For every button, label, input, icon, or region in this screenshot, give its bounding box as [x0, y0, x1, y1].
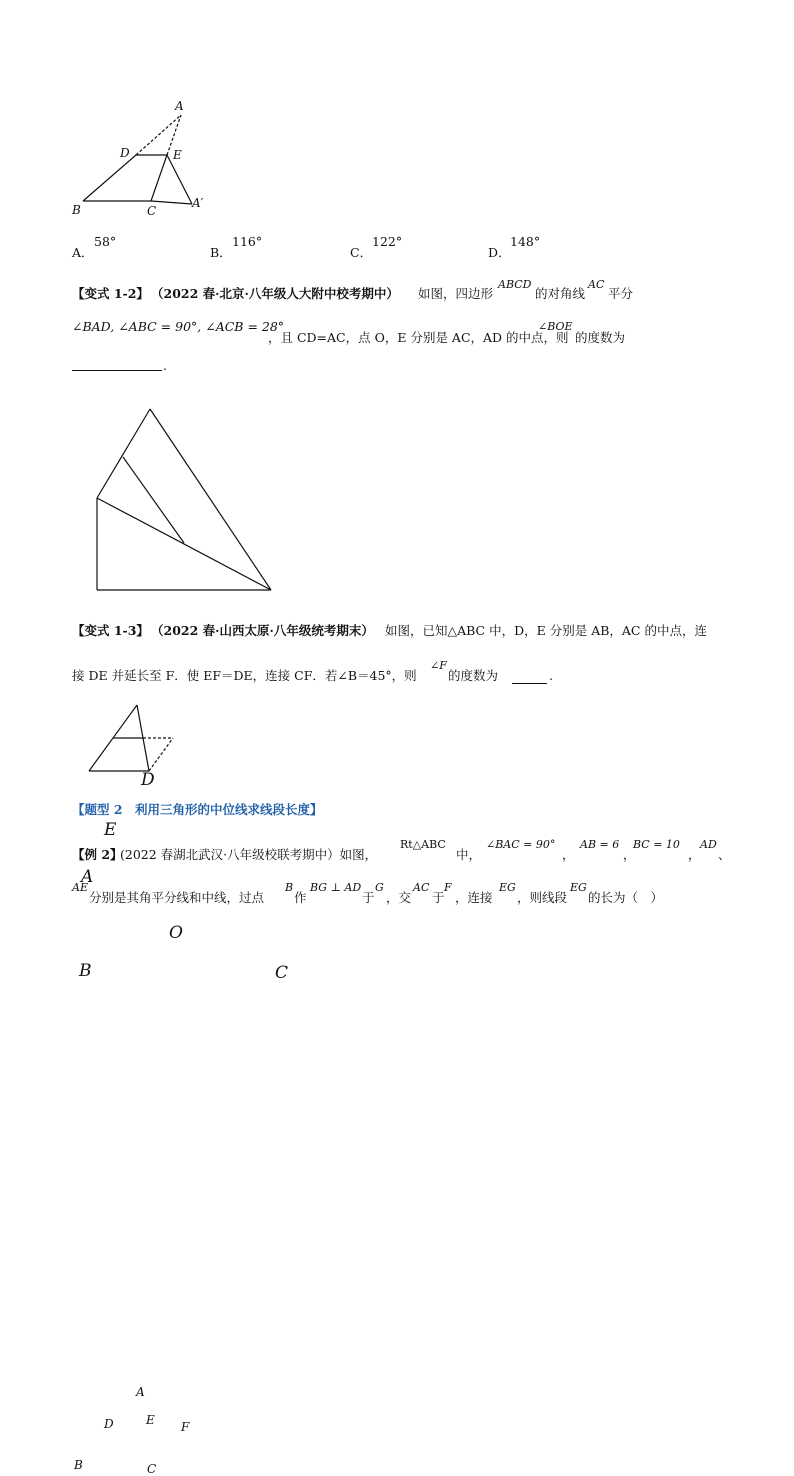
fig3-label-e: E	[146, 1413, 155, 1427]
q1-3-answer-blank[interactable]	[512, 682, 547, 684]
q1-2-boe: ∠BOE	[538, 320, 573, 333]
ex2-l2-f: ，连接	[455, 890, 493, 905]
ex2-eg: EG	[499, 881, 516, 894]
ex2-comma3: ，	[688, 847, 701, 862]
fig3-label-b: B	[74, 1458, 83, 1472]
figure-2-drawing	[0, 380, 320, 610]
ex2-comma2: ，	[623, 847, 636, 862]
q1-2-line2-end: 的度数为	[575, 330, 626, 345]
ex2-point-b: B	[285, 881, 294, 894]
ex2-l2-c: 于	[362, 890, 375, 905]
fig2-label-d: D	[141, 770, 155, 790]
fig1-label-c: C	[147, 204, 157, 218]
option-b-letter: B．	[210, 245, 232, 260]
q1-2-line2-text: ，且 CD=AC，点 O，E 分别是 AC，AD 的中点，则	[268, 330, 569, 345]
fig2-label-b: B	[79, 961, 92, 981]
fig1-label-d: D	[120, 146, 130, 160]
q1-3-line2b: 的度数为	[448, 668, 499, 683]
fig1-label-b: B	[72, 203, 81, 217]
q1-2-text-b: 的对角线	[535, 286, 586, 301]
option-b-value: 116°	[232, 234, 263, 249]
fig2-label-c: C	[275, 963, 289, 983]
ex2-ab: AB = 6	[580, 838, 620, 851]
fig2-label-a: A	[81, 867, 94, 887]
q1-2-abcd: ABCD	[498, 278, 532, 291]
fig2-label-o: O	[169, 923, 183, 943]
option-d-value: 148°	[510, 234, 541, 249]
fig1-label-e: E	[173, 148, 182, 162]
q1-3-tag: 【变式 1-3】	[72, 623, 149, 638]
figure-1-drawing	[0, 0, 260, 230]
ex2-l2-g: ，则线段	[517, 890, 568, 905]
option-a-value: 58°	[94, 234, 117, 249]
option-a-letter: A．	[72, 245, 94, 260]
ex2-ad: AD	[700, 838, 717, 851]
q1-2-line2-math: ∠BAD, ∠ABC = 90°, ∠ACB = 28°	[72, 319, 285, 334]
ex2-l2-h: 的长为（ ）	[588, 890, 664, 905]
q1-2-ac: AC	[588, 278, 605, 291]
fig3-label-d: D	[104, 1417, 114, 1431]
ex2-dun: 、	[718, 847, 731, 862]
ex2-rt-abc: Rt△ABC	[400, 838, 446, 851]
q1-2-source: （2022 春·北京·八年级人大附中校考期中）	[151, 286, 399, 301]
fig2-label-e: E	[104, 820, 117, 840]
ex2-source: (2022 春湖北武汉·八年级校联考期中）如图，	[120, 847, 378, 862]
ex2-l2-d: ，交	[386, 890, 412, 905]
option-d-letter: D．	[488, 245, 511, 260]
q1-3-line2a: 接 DE 并延长至 F．使 EF＝DE，连接 CF．若∠B＝45°，则	[72, 668, 417, 683]
figure-1	[0, 0, 260, 230]
ex2-bc: BC = 10	[633, 838, 680, 851]
ex2-point-g: G	[375, 881, 384, 894]
ex2-tag: 【例 2】	[72, 847, 123, 862]
q1-3-line1: 如图，已知△ABC 中，D，E 分别是 AB，AC 的中点，连	[385, 623, 707, 638]
ex2-zhong: 中，	[456, 847, 482, 862]
ex2-l2-b: 作	[294, 890, 307, 905]
fig1-label-a-prime: A′	[192, 196, 204, 210]
ex2-angle-bac: ∠BAC = 90°	[486, 838, 556, 851]
ex2-l2-e: 于	[432, 890, 445, 905]
ex2-ac: AC	[413, 881, 430, 894]
q1-2-text-a: 如图，四边形	[418, 286, 494, 301]
fig3-label-c: C	[147, 1462, 157, 1476]
section-title: 【题型 2 利用三角形的中位线求线段长度】	[72, 802, 323, 817]
q1-2-line3-end: .	[163, 358, 167, 373]
q1-3-source: （2022 春·山西太原·八年级统考期末）	[151, 623, 374, 638]
ex2-eg-2: EG	[570, 881, 587, 894]
option-c-value: 122°	[372, 234, 403, 249]
ex2-bg-perp-ad: BG ⊥ AD	[310, 881, 362, 894]
ex2-point-f: F	[444, 881, 452, 894]
fig3-label-a: A	[136, 1385, 145, 1399]
q1-3-line2c: .	[549, 668, 553, 683]
option-c-letter: C．	[350, 245, 373, 260]
q1-2-answer-blank[interactable]	[72, 369, 162, 371]
ex2-ae: AE	[72, 881, 88, 894]
fig3-label-f: F	[181, 1420, 190, 1434]
q1-3-angle-f: ∠F	[430, 659, 447, 672]
fig1-label-a: A	[175, 99, 184, 113]
ex2-comma1: ，	[562, 847, 575, 862]
figure-3-drawing	[0, 690, 260, 790]
q1-2-tag: 【变式 1-2】	[72, 286, 149, 301]
q1-2-text-c: 平分	[608, 286, 634, 301]
ex2-l2-a: 分别是其角平分线和中线，过点	[89, 890, 265, 905]
